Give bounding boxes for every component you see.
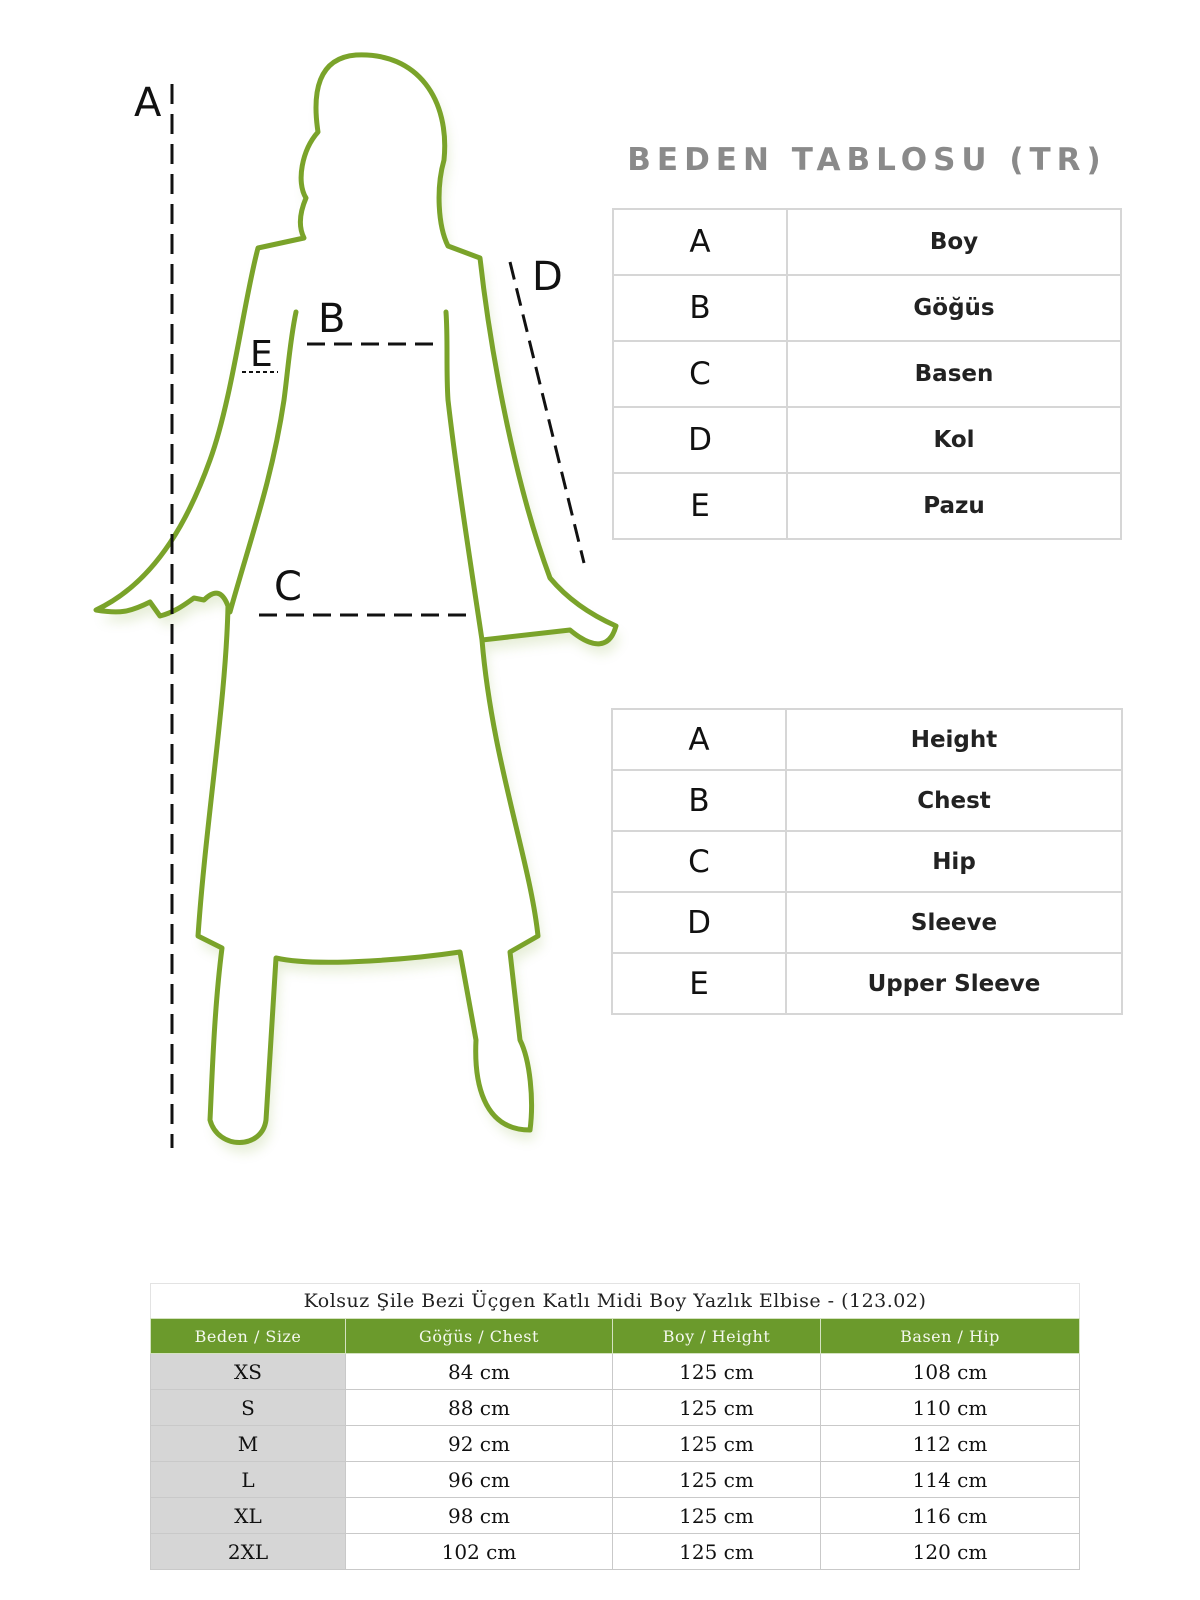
size-chart-title: Kolsuz Şile Bezi Üçgen Katlı Midi Boy Yazlık Elbise - (123.02): [150, 1283, 1080, 1318]
key-meaning: Upper Sleeve: [786, 953, 1122, 1014]
size-key-table-en: [611, 708, 1123, 1015]
height-cell: 125 cm: [613, 1390, 821, 1426]
height-cell: 125 cm: [613, 1354, 821, 1390]
table-row: [151, 1462, 1080, 1498]
key-letter: D: [613, 407, 787, 473]
key-meaning: Sleeve: [786, 892, 1122, 953]
key-meaning: Göğüs: [787, 275, 1121, 341]
key-meaning: Pazu: [787, 473, 1121, 539]
key-row: [613, 209, 1121, 275]
key-letter: E: [612, 953, 786, 1014]
key-row: [613, 341, 1121, 407]
height-cell: 125 cm: [613, 1534, 821, 1570]
key-letter: B: [612, 770, 786, 831]
chest-cell: 88 cm: [346, 1390, 613, 1426]
key-letter: A: [612, 709, 786, 770]
body-silhouette: [96, 55, 616, 1143]
label-b: B: [318, 296, 346, 342]
column-header: Beden / Size: [151, 1319, 346, 1354]
key-row: [612, 831, 1122, 892]
body-measurement-figure: [0, 0, 700, 1200]
key-row: [613, 407, 1121, 473]
size-chart-table: [150, 1283, 1080, 1570]
key-meaning: Boy: [787, 209, 1121, 275]
key-row: [612, 709, 1122, 770]
size-cell: L: [151, 1462, 346, 1498]
chest-cell: 84 cm: [346, 1354, 613, 1390]
hip-cell: 110 cm: [821, 1390, 1080, 1426]
key-letter: A: [613, 209, 787, 275]
table-row: [151, 1390, 1080, 1426]
size-cell: XL: [151, 1498, 346, 1534]
size-cell: M: [151, 1426, 346, 1462]
column-header: Basen / Hip: [821, 1319, 1080, 1354]
chest-cell: 98 cm: [346, 1498, 613, 1534]
table-row: [151, 1534, 1080, 1570]
chest-cell: 96 cm: [346, 1462, 613, 1498]
hip-cell: 112 cm: [821, 1426, 1080, 1462]
table-row: [151, 1498, 1080, 1534]
column-header: Boy / Height: [613, 1319, 821, 1354]
size-chart-header-row: [151, 1319, 1080, 1354]
key-meaning: Basen: [787, 341, 1121, 407]
key-row: [613, 275, 1121, 341]
size-cell: S: [151, 1390, 346, 1426]
hip-cell: 114 cm: [821, 1462, 1080, 1498]
label-a: A: [134, 80, 162, 126]
key-meaning: Chest: [786, 770, 1122, 831]
table-row: [151, 1354, 1080, 1390]
key-row: [612, 953, 1122, 1014]
size-key-table-tr: [612, 208, 1122, 540]
table-row: [151, 1426, 1080, 1462]
label-e: E: [250, 334, 273, 375]
hip-cell: 116 cm: [821, 1498, 1080, 1534]
key-letter: C: [612, 831, 786, 892]
chest-cell: 92 cm: [346, 1426, 613, 1462]
key-meaning: Kol: [787, 407, 1121, 473]
key-letter: C: [613, 341, 787, 407]
hip-cell: 120 cm: [821, 1534, 1080, 1570]
size-cell: 2XL: [151, 1534, 346, 1570]
height-cell: 125 cm: [613, 1498, 821, 1534]
label-d: D: [532, 254, 563, 300]
key-letter: B: [613, 275, 787, 341]
key-row: [613, 473, 1121, 539]
key-row: [612, 892, 1122, 953]
size-key-title: BEDEN TABLOSU (TR): [627, 142, 1107, 178]
size-cell: XS: [151, 1354, 346, 1390]
hip-cell: 108 cm: [821, 1354, 1080, 1390]
key-meaning: Hip: [786, 831, 1122, 892]
key-meaning: Height: [786, 709, 1122, 770]
key-letter: E: [613, 473, 787, 539]
chest-cell: 102 cm: [346, 1534, 613, 1570]
column-header: Göğüs / Chest: [346, 1319, 613, 1354]
key-letter: D: [612, 892, 786, 953]
key-row: [612, 770, 1122, 831]
height-cell: 125 cm: [613, 1426, 821, 1462]
height-cell: 125 cm: [613, 1462, 821, 1498]
label-c: C: [274, 564, 302, 610]
